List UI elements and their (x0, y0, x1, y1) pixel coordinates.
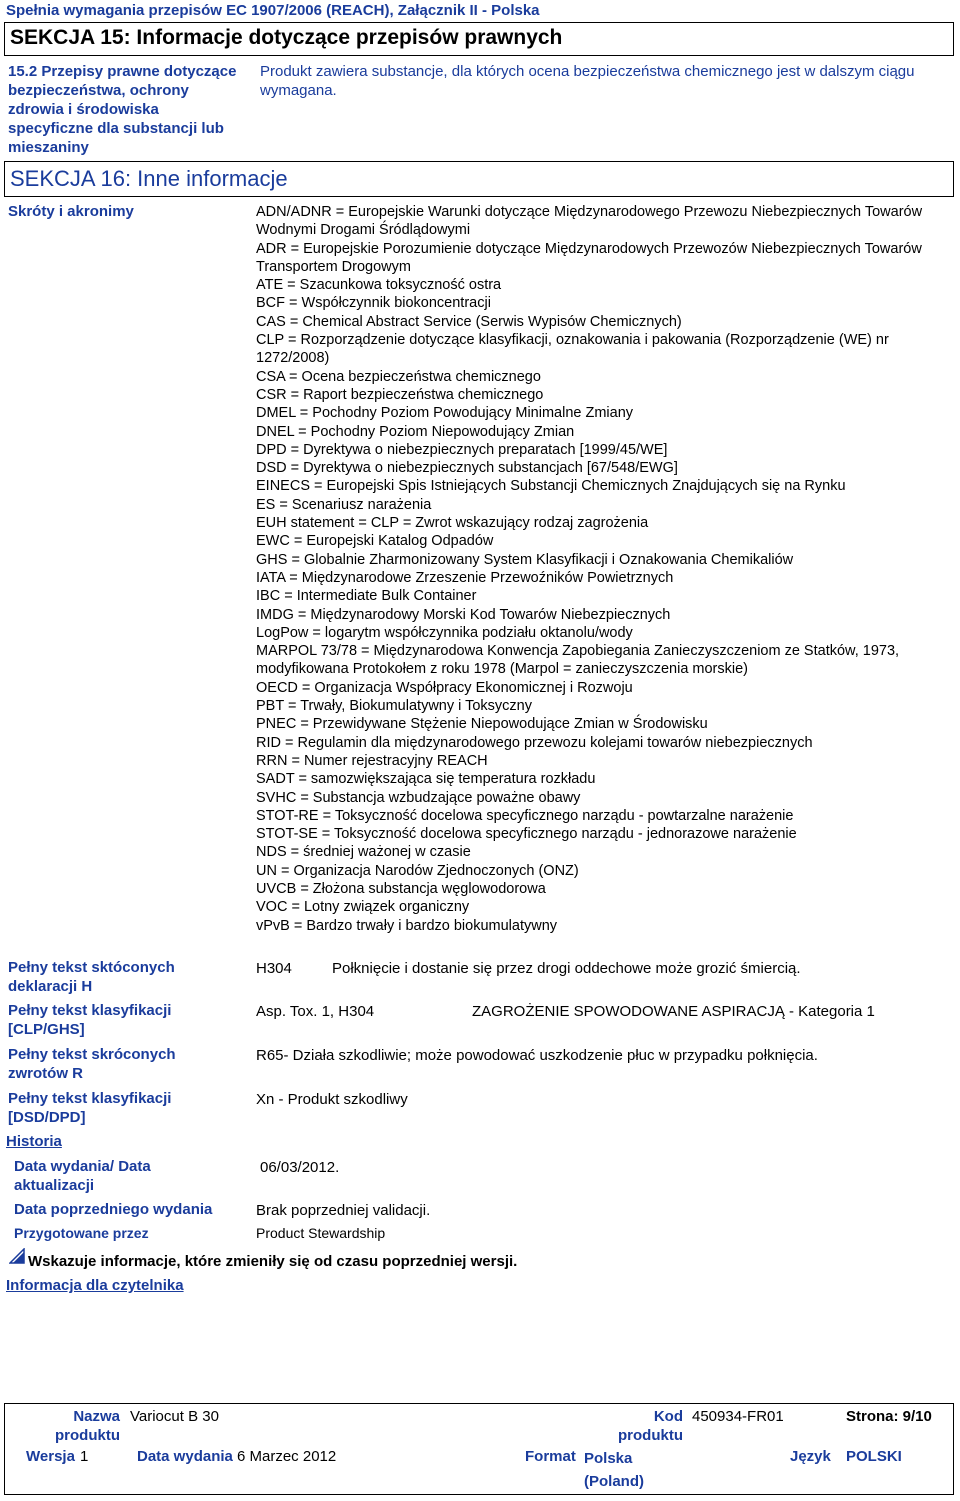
clp-classification-code: Asp. Tox. 1, H304 (256, 1003, 375, 1020)
abbreviation-item: SVHC = Substancja wzbudzające poważne obawy (256, 789, 581, 806)
section-15-2-text: Produkt zawiera substancje, dla których ocena bezpieczeństwa chemicznego jest w dalszym ciągu wymagana. (260, 63, 915, 99)
abbreviation-item: IBC = Intermediate Bulk Container (256, 588, 477, 605)
abbreviation-item: STOT-SE = Toksyczność docelowa specyficznego narządu - jednorazowe narażenie (256, 826, 797, 843)
abbreviation-item: LogPow = logarytm współczynnika podziału oktanolu/wody (256, 624, 633, 641)
footer-product-name-label: Nazwa produktu (55, 1408, 120, 1444)
abbreviation-item: VOC = Lotny związek organiczny (256, 899, 470, 916)
section-15-title: SEKCJA 15: Informacje dotyczące przepisów prawnych (10, 26, 563, 49)
issue-date-label: Data wydania/ Data aktualizacji (14, 1158, 151, 1194)
abbreviation-item: IMDG = Międzynarodowy Morski Kod Towarów Niebezpiecznych (256, 606, 671, 623)
abbreviation-item: EUH statement = CLP = Zwrot wskazujący rodzaj zagrożenia (256, 515, 649, 532)
clp-classification-label: Pełny tekst klasyfikacji [CLP/GHS] (8, 1002, 172, 1038)
abbreviation-item: MARPOL 73/78 = Międzynarodowa Konwencja Zapobiegania Zanieczyszczeniom ze Statków, 1973, modyfikowana Protokołem z roku 1978 (Marpol = zanieczyszczenia morskie) (256, 643, 900, 678)
footer-version-value: 1 (80, 1448, 89, 1465)
prepared-by-value: Product Stewardship (256, 1225, 386, 1241)
abbreviation-item: RID = Regulamin dla międzynarodowego przewozu kolejami towarów niebezpiecznych (256, 734, 813, 751)
abbreviation-item: SADT = samozwiększająca się temperatura rozkładu (256, 771, 596, 788)
footer-language-label: Język (790, 1448, 831, 1465)
footer-page-number: Strona: 9/10 (846, 1408, 932, 1425)
abbreviation-item: BCF = Współczynnik biokoncentracji (256, 295, 491, 312)
abbreviation-item: EINECS = Europejski Spis Istniejących Substancji Chemicznych Znajdujących się na Rynku (256, 478, 846, 495)
changes-note: Wskazuje informacje, które zmieniły się od czasu poprzedniej wersji. (28, 1253, 518, 1270)
r-phrases-text: R65- Działa szkodliwie; może powodować uszkodzenie płuc w przypadku połknięcia. (256, 1047, 818, 1064)
abbreviation-item: UN = Organizacja Narodów Zjednoczonych (ONZ) (256, 862, 579, 879)
abbreviation-item: STOT-RE = Toksyczność docelowa specyficznego narządu - powtarzalne narażenie (256, 807, 794, 824)
previous-issue-label: Data poprzedniego wydania (14, 1201, 213, 1218)
h-statements-label: Pełny tekst sktóconych deklaracji H (8, 959, 175, 995)
abbreviation-item: PBT = Trwały, Biokumulatywny i Toksyczny (256, 698, 532, 715)
footer-format-label: Format (525, 1448, 576, 1465)
abbreviation-item: ADN/ADNR = Europejskie Warunki dotyczące Międzynarodowego Przewozu Niebezpiecznych Towarów Wodnymi Drogami Śródlądowymi (256, 204, 923, 239)
footer-product-code-label: Kod produktu (618, 1408, 683, 1444)
footer-issue-date-value: 6 Marzec 2012 (237, 1448, 337, 1465)
abbreviation-item: IATA = Międzynarodowe Zrzeszenie Przewoźników Powietrznych (256, 569, 674, 586)
h-statement-code: H304 (256, 960, 292, 977)
abbreviation-item: DPD = Dyrektywa o niebezpiecznych preparatach [1999/45/WE] (256, 441, 668, 458)
abbreviation-item: CLP = Rozporządzenie dotyczące klasyfikacji, oznakowania i pakowania (Rozporządzenie (WE) nr 1272/2008) (256, 332, 889, 367)
previous-issue-value: Brak poprzedniej validacji. (256, 1202, 431, 1219)
abbreviation-item: CSR = Raport bezpieczeństwa chemicznego (256, 386, 544, 403)
history-link[interactable]: Historia (6, 1133, 62, 1150)
abbreviation-item: DSD = Dyrektywa o niebezpiecznych substancjach [67/548/EWG] (256, 460, 678, 477)
prepared-by-label: Przygotowane przez (14, 1225, 149, 1241)
abbreviation-item: vPvB = Bardzo trwały i bardzo biokumulatywny (256, 917, 558, 934)
r-phrases-label: Pełny tekst skróconych zwrotów R (8, 1046, 176, 1082)
abbreviation-item: ATE = Szacunkowa toksyczność ostra (256, 277, 502, 294)
abbreviation-item: NDS = średniej ważonej w czasie (256, 844, 471, 861)
document-banner: Spełnia wymagania przepisów EC 1907/2006 (REACH), Załącznik II - Polska (6, 2, 540, 19)
dsd-classification-label: Pełny tekst klasyfikacji [DSD/DPD] (8, 1090, 172, 1126)
abbreviation-item: OECD = Organizacja Współpracy Ekonomicznej i Rozwoju (256, 679, 633, 696)
footer-format-value: Polska (Poland) (584, 1450, 644, 1490)
issue-date-value: 06/03/2012. (260, 1159, 340, 1176)
change-marker-icon (9, 1248, 25, 1264)
reader-info-link[interactable]: Informacja dla czytelnika (6, 1277, 184, 1294)
abbreviation-item: DNEL = Pochodny Poziom Niepowodujący Zmian (256, 423, 575, 440)
clp-classification-text: ZAGROŻENIE SPOWODOWANE ASPIRACJĄ - Kategoria 1 (472, 1003, 875, 1020)
footer-version-label: Wersja (26, 1448, 75, 1465)
section-16-title: SEKCJA 16: Inne informacje (10, 166, 288, 191)
section-15-2-heading: 15.2 Przepisy prawne dotyczące bezpieczeństwa, ochrony zdrowia i środowiska specyficzne dla substancji lub mieszaniny (8, 63, 237, 156)
abbreviation-item: CAS = Chemical Abstract Service (Serwis Wypisów Chemicznych) (256, 313, 682, 330)
footer-product-code-value: 450934-FR01 (692, 1408, 784, 1425)
abbreviation-item: CSA = Ocena bezpieczeństwa chemicznego (256, 368, 541, 385)
abbreviations-label: Skróty i akronimy (8, 203, 134, 220)
h-statement-text: Połknięcie i dostanie się przez drogi oddechowe może grozić śmiercią. (332, 960, 801, 977)
abbreviation-item: ADR = Europejskie Porozumienie dotyczące Międzynarodowych Przewozów Niebezpiecznych Towarów Transportem Drogowym (256, 240, 922, 275)
abbreviation-item: ES = Scenariusz narażenia (256, 496, 432, 513)
abbreviations-list (256, 203, 956, 935)
footer-issue-date-label: Data wydania (137, 1448, 233, 1465)
abbreviation-item: DMEL = Pochodny Poziom Powodujący Minimalne Zmiany (256, 405, 634, 422)
footer-product-name-value: Variocut B 30 (130, 1408, 219, 1425)
abbreviation-item: GHS = Globalnie Zharmonizowany System Klasyfikacji i Oznakowania Chemikaliów (256, 551, 794, 568)
abbreviation-item: RRN = Numer rejestracyjny REACH (256, 752, 488, 769)
abbreviation-item: PNEC = Przewidywane Stężenie Niepowodujące Zmian w Środowisku (256, 716, 708, 733)
footer-language-value: POLSKI (846, 1448, 902, 1465)
abbreviation-item: UVCB = Złożona substancja węglowodorowa (256, 880, 546, 897)
dsd-classification-text: Xn - Produkt szkodliwy (256, 1091, 408, 1108)
abbreviation-item: EWC = Europejski Katalog Odpadów (256, 533, 494, 550)
